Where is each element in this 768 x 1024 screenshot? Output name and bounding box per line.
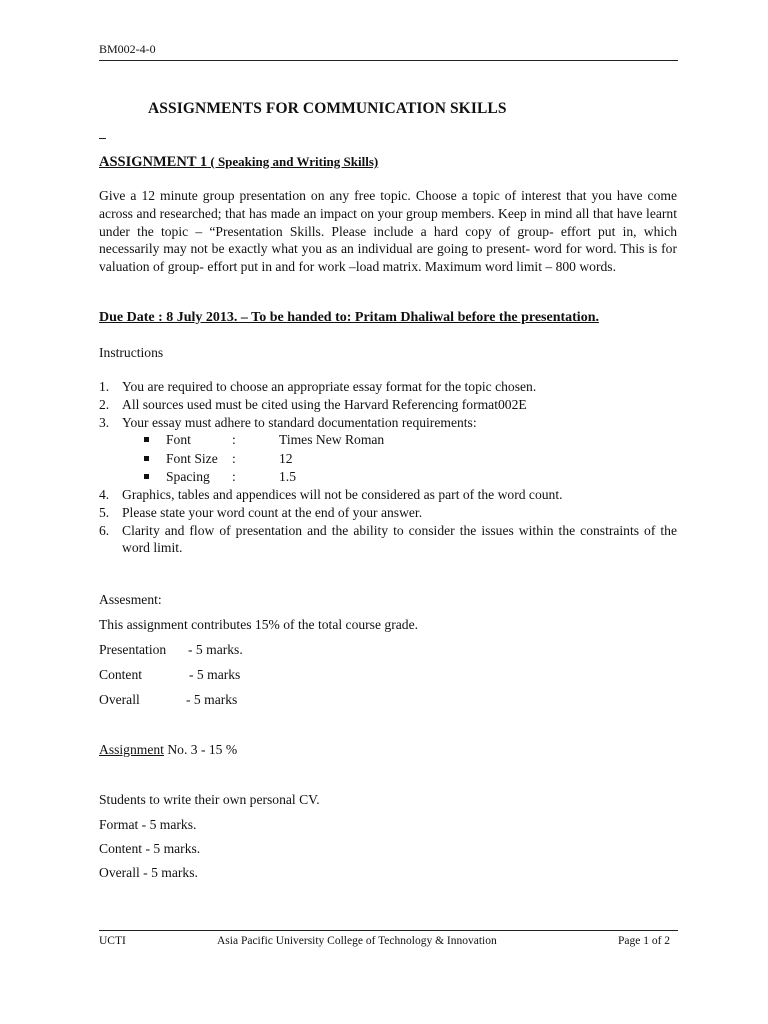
requirement-spacing bbox=[99, 468, 677, 486]
requirement-key: Font Size bbox=[166, 450, 218, 466]
footer-institution: Asia Pacific University College of Technology & Innovation bbox=[217, 935, 497, 947]
square-bullet-icon bbox=[144, 456, 149, 461]
requirement-font-size bbox=[99, 450, 677, 468]
instruction-number: 3. bbox=[99, 414, 110, 430]
assessment-label: Assesment: bbox=[99, 592, 162, 607]
instruction-text: Graphics, tables and appendices will not be considered as part of the word count. bbox=[122, 486, 563, 502]
assignment3-row: Format - 5 marks. bbox=[99, 817, 197, 832]
assignment3-intro: Students to write their own personal CV. bbox=[99, 792, 320, 807]
due-date: Due Date : 8 July 2013. – To be handed to: Pritam Dhaliwal before the presentation. bbox=[99, 310, 599, 325]
instruction-item bbox=[99, 522, 677, 558]
instruction-text: Please state your word count at the end of your answer. bbox=[122, 504, 423, 520]
instructions-list bbox=[99, 378, 677, 557]
header-rule bbox=[99, 60, 678, 61]
instruction-item bbox=[99, 396, 677, 414]
assignment1-description: Give a 12 minute group presentation on any free topic. Choose a topic of interest that you have come across and researched; that has made an impact on your group members. Keep in mind all that have learnt under the topic – “Presentation Skills. Please include a hard copy of group- effort put in, which necessarily may not be exactly what you as an individual are going to present- word for word. This is for valuation of group- effort put in and for work –load matrix. Maximum word limit – 800 words. bbox=[99, 188, 677, 275]
requirement-colon: : bbox=[232, 468, 236, 484]
requirement-key: Font bbox=[166, 432, 191, 448]
instruction-text: Your essay must adhere to standard documentation requirements: bbox=[122, 414, 477, 430]
instruction-number: 1. bbox=[99, 379, 110, 394]
instruction-text: You are required to choose an appropriate essay format for the topic chosen. bbox=[122, 379, 537, 394]
assignment1-subheading: ( Speaking and Writing Skills) bbox=[207, 154, 379, 169]
assessment-row-name: Content bbox=[99, 667, 143, 682]
footer-rule bbox=[99, 930, 678, 931]
square-bullet-icon bbox=[144, 474, 149, 479]
requirement-value: Times New Roman bbox=[279, 432, 385, 448]
instruction-item bbox=[99, 504, 677, 522]
instruction-number: 5. bbox=[99, 504, 110, 520]
page-number: Page 1 of 2 bbox=[618, 935, 671, 947]
instruction-number: 6. bbox=[99, 522, 110, 538]
requirement-colon: : bbox=[232, 432, 236, 448]
square-bullet-icon bbox=[144, 437, 149, 442]
assignment3-row: Overall - 5 marks. bbox=[99, 865, 198, 880]
assessment-row-marks: - 5 marks. bbox=[188, 642, 243, 657]
assessment-intro: This assignment contributes 15% of the total course grade. bbox=[99, 617, 418, 632]
instruction-item bbox=[99, 378, 677, 396]
instruction-text: Clarity and flow of presentation and the ability to consider the issues within the constraints of the word limit. bbox=[122, 522, 677, 556]
assessment-row-marks: - 5 marks bbox=[189, 667, 241, 682]
assessment-row-marks: - 5 marks bbox=[186, 692, 238, 707]
instruction-item bbox=[99, 414, 677, 432]
requirement-colon: : bbox=[232, 450, 236, 466]
assignment1-heading bbox=[99, 154, 378, 171]
assessment-row-name: Overall bbox=[99, 692, 140, 707]
requirement-key: Spacing bbox=[166, 468, 210, 484]
assignment1-heading-label: ASSIGNMENT 1 bbox=[99, 154, 208, 170]
assignment3-heading-rest: No. 3 - 15 % bbox=[163, 742, 238, 757]
assignment3-heading bbox=[99, 742, 237, 758]
instruction-number: 2. bbox=[99, 396, 110, 412]
document-code: BM002-4-0 bbox=[99, 42, 156, 56]
instruction-text: All sources used must be cited using the Harvard Referencing format002E bbox=[122, 396, 527, 412]
page-title: ASSIGNMENTS FOR COMMUNICATION SKILLS bbox=[148, 100, 507, 117]
stray-underline-mark bbox=[99, 138, 106, 139]
instruction-number: 4. bbox=[99, 486, 110, 502]
footer-left: UCTI bbox=[99, 935, 126, 947]
instructions-label: Instructions bbox=[99, 345, 164, 360]
instruction-item bbox=[99, 486, 677, 504]
requirement-font bbox=[99, 431, 677, 449]
requirement-value: 12 bbox=[279, 450, 293, 466]
assignment3-row: Content - 5 marks. bbox=[99, 841, 201, 856]
requirement-value: 1.5 bbox=[279, 468, 296, 484]
assessment-row-name: Presentation bbox=[99, 642, 167, 657]
assignment3-heading-word: Assignment bbox=[99, 742, 164, 757]
